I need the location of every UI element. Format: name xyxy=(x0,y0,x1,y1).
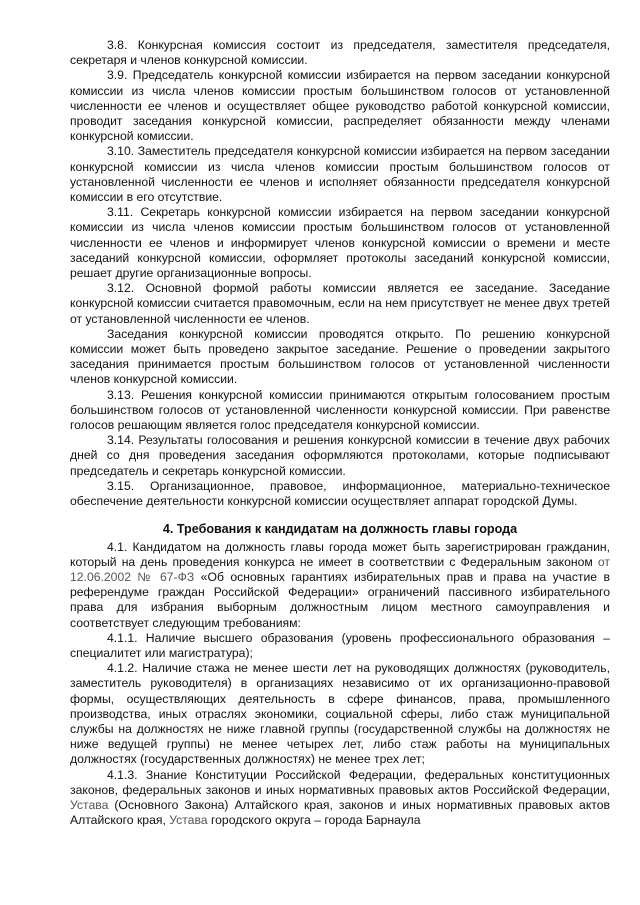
paragraph-3-10: 3.10. Заместитель председателя конкурсной комиссии избирается на первом заседании конкурсной комиссии из числа членов комиссии простым большинством голосов от установленной численности ее членов и исполняет обязанности председателя конкурсной комиссии в его отсутствие. xyxy=(70,144,610,205)
paragraph-3-12: 3.12. Основной формой работы комиссии является ее заседание. Заседание конкурсной комиссии считается правомочным, если на нем присутствует не менее двух третей от установленной численности ее членов. xyxy=(70,281,610,326)
paragraph-3-13: 3.13. Решения конкурсной комиссии принимаются открытым голосованием простым большинством голосов от установленной численности конкурсной комиссии. При равенстве голосов решающим является голос председателя конкурсной комиссии. xyxy=(70,387,610,433)
paragraph-3-15: 3.15. Организационное, правовое, информационное, материально-техническое обеспечение деятельности конкурсной комиссии осуществляет аппарат городской Думы. xyxy=(70,478,610,509)
paragraph-3-11: 3.11. Секретарь конкурсной комиссии избирается на первом заседании конкурсной комиссии из числа членов комиссии простым большинством голосов от установленной численности ее членов и информирует членов конкурсной комиссии о времени и месте заседаний конкурсной комиссии, оформляет протоколы заседаний конкурсной комиссии, решает другие организационные вопросы. xyxy=(70,205,610,281)
paragraph-3-14: 3.14. Результаты голосования и решения конкурсной комиссии в течение двух рабочих дней со дня проведения заседания оформляются протоколами, которые подписывают председатель и секретарь конкурсной комиссии. xyxy=(70,433,610,478)
paragraph-4-1-3-text-a: 4.1.3. Знание Конституции Российской Федерации, федеральных конституционных законов, федеральных законов и иных нормативных правовых актов Российской Федерации, xyxy=(70,767,610,797)
krai-charter-link[interactable]: Устава xyxy=(70,797,109,812)
section-4-heading: 4. Требования к кандидатам на должность главы города xyxy=(162,522,518,537)
paragraph-4-1-2: 4.1.2. Наличие стажа не менее шести лет на руководящих должностях (руководитель, заместитель руководителя) в организациях независимо от их организационно-правовой формы, осуществляющих деятельность в сфере финансов, права, промышленного производства, иных отраслях экономики, социальной сферы, либо стаж муниципальной службы на должностях не ниже главной группы (государственной службы на должностях не ниже ведущей группы) не менее четырех лет, либо стаж работы на муниципальных должностях (государственных должностях) не менее трех лет; xyxy=(70,661,610,767)
paragraph-4-1-text-b: «Об основных гарантиях избирательных прав и права на участие в референдуме граждан Российской Федерации» ограничений пассивного избирательного права для избрания выборным должностным лицом местного самоуправления и соответствует следующим требованиям: xyxy=(70,569,610,630)
paragraph-3-8: 3.8. Конкурсная комиссия состоит из председателя, заместителя председателя, секретаря и членов конкурсной комиссии. xyxy=(70,38,610,68)
paragraph-4-1-3-text-b: (Основного Закона) Алтайского края, законов и иных нормативных правовых актов Алтайского края, xyxy=(70,797,610,828)
paragraph-3-9: 3.9. Председатель конкурсной комиссии избирается на первом заседании конкурсной комиссии из числа членов комиссии простым большинством голосов от установленной численности ее членов и осуществляет общее руководство работой конкурсной комиссии, проводит заседания конкурсной комиссии, распределяет обязанности между членами конкурсной комиссии. xyxy=(70,68,610,144)
paragraph-4-1-3-text-c: городского округа – города Барнаула xyxy=(207,813,421,828)
paragraph-4-1-3 xyxy=(70,768,610,829)
paragraph-4-1-text-a: 4.1. Кандидатом на должность главы города может быть зарегистрирован гражданин, который на день проведения конкурса не имеет в соответствии с Федеральным законом xyxy=(70,539,610,569)
city-charter-link[interactable]: Устава xyxy=(169,813,208,828)
paragraph-4-1 xyxy=(70,540,610,631)
paragraph-3-12-meetings: Заседания конкурсной комиссии проводятся открыто. По решению конкурсной комиссии может быть проведено закрытое заседание. Решение о проведении закрытого заседания принимается простым большинством голосов от установленной численности членов конкурсной комиссии. xyxy=(70,326,610,387)
paragraph-4-1-1: 4.1.1. Наличие высшего образования (уровень профессионального образования – специалитет или магистратура); xyxy=(70,630,610,660)
law-reference-link[interactable]: от 12.06.2002 № 67-ФЗ xyxy=(70,554,610,584)
document-page xyxy=(70,38,610,828)
